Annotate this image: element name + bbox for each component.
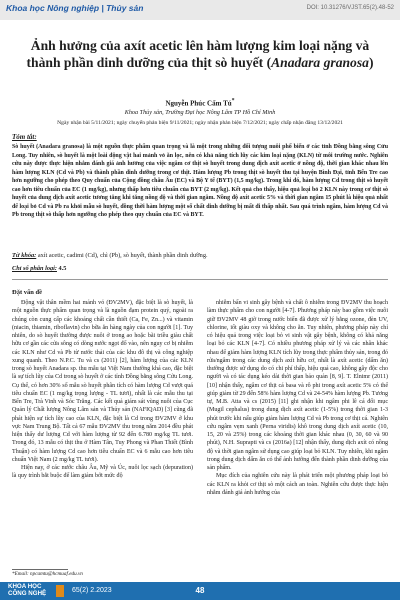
classification-label: Chỉ số phân loại: xyxy=(12,265,57,272)
keywords xyxy=(12,252,388,260)
keywords-label: Từ khóa: xyxy=(12,252,37,259)
issue-label: 65(2) 2.2023 xyxy=(72,587,112,594)
journal-section-name: Khoa học Nông nghiệp | Thủy sản xyxy=(6,3,144,13)
submission-dates: Ngày nhận bài 5/11/2021; ngày chuyển phản biện 9/11/2021; ngày nhận phản biện 7/12/2021; ngày chấp nhận đăng 13/12/2021 xyxy=(57,120,343,126)
paragraph: Mục đích của nghiên cứu này là phát triển một phương pháp loại bỏ các KLN ra khỏi cơ thịt sò một cách an toàn. Nghiên cứu được thực hiện nhằm đánh giá ảnh hưởng của xyxy=(207,473,388,496)
paragraph: Động vật thân mềm hai mảnh vỏ (ĐV2MV), đặc biệt là sò huyết, là một nguồn thực phẩm quan trọng và là nguồn đạm protein quý, ngoài ra chúng còn cung cấp các khoáng chất cần thiết (Ca, Fe, Zn...) và vitamin (niacin, thiamin, riboflavin) cho bữa ăn hàng ngày của con người [1]. Tuy nhiên, do sò huyết thường được nuôi ở trong ao hoặc bãi triều giàu chất hữu cơ gần các cửa sông có dòng nước ngọt đổ vào, nên nguy cơ bị nhiễm các KLN như Cd và Pb từ nước thải của các khu đô thị và công nghiệp xung quanh. Theo N.P.C. Tu và cs (2011) [2], hàm lượng của các KLN trong sò huyết Anadara sp. thu mẫu tại Việt Nam thường khá cao, đặc biệt là sự tích lũy của Cd trong sò huyết ở các tỉnh Đồng bằng sông Cửu Long. Cụ thể, có hơn 30% số mẫu sò huyết phân tích có hàm lượng Cd vượt quá tiêu chuẩn EC (1 mg/kg trọng lượng - TL tươi), nhất là các mẫu thu tại Bến Tre, Trà Vinh và Sóc Trăng. Các kết quả giám sát vùng nuôi của Cục Quản lý Chất lượng Nông Lâm sản và Thủy sản (NAFIQAD) [3] cũng đã phát hiện sự tích lũy cao của KLN, đặc biệt là Cd trong ĐV2MV ở khu vực Nam Trung Bộ. Tất cả 67 mẫu ĐV2MV thu trong năm 2014 đều phát hiện thấy dư lượng Cd với hàm lượng từ 92 đến 6.780 mg/kg TL tươi. Trong đó, 13 mẫu có thịt thu ở Hàm Tân, Tuy Phong và Phan Thiết (Bình Thuận) có hàm lượng Cd cao hơn tiêu chuẩn EC và 6 mẫu cao hơn tiêu chuẩn Việt Nam (2 mg/kg TL tươi). xyxy=(12,300,193,463)
author-name xyxy=(0,98,400,107)
title-text: Ảnh hưởng của axít acetic lên hàm lượng kim loại nặng và thành phần dinh dưỡng của thịt sò huyết ( xyxy=(26,38,370,70)
classification-value: 4.5 xyxy=(58,265,67,272)
author-text: Nguyễn Phúc Cẩm Tú xyxy=(165,99,232,108)
article-title xyxy=(14,38,386,71)
footnote-divider xyxy=(12,569,68,570)
body-column-right xyxy=(207,299,388,575)
body-column-left xyxy=(12,299,193,554)
page-number: 48 xyxy=(195,586,205,595)
section-heading: Đặt vấn đề xyxy=(12,289,42,296)
abstract-text: Sò huyết (Anadara granosa) là một nguồn thực phẩm quan trọng và là một trong những đối tượng nuôi phổ biến ở các tỉnh Đồng bằng sông Cửu Long. Tuy nhiên, sò huyết là một loài động vật hai mảnh vỏ ăn lọc, nên có khả năng tích lũy các kim loại nặng (KLN) từ môi trường nước. Nghiên cứu này được thực hiện nhằm đánh giá ảnh hưởng của việc ngâm cơ thịt sò huyết trong dung dịch axít acetic ở nồng độ, thời gian khác nhau lên hàm lượng KLN (Cd và Pb) và thành phần dinh dưỡng trong cơ thịt. Hàm lượng Pb trong thịt sò huyết thu tại huyện Bình Đại, tỉnh Bến Tre cao hơn ngưỡng cho phép theo Quy chuẩn của Cộng đồng châu Âu (EC) và Bộ Y tế (BYT) (1,5 mg/kg). Trong khi đó, hàm lượng Cd trong thịt sò huyết cao hơn tiêu chuẩn của EC (1 mg/kg), nhưng thấp hơn tiêu chuẩn của BYT (2 mg/kg). Kết quả cho thấy, hiệu quả loại bỏ 2 KLN này trong cơ thịt sò huyết của dung dịch axít acetic tương tăng khi tăng nồng độ và thời gian ngâm. Nồng độ axít acetic 5% và thời gian ngâm 15 phút là hiệu quả nhất để loại bỏ Cd và Pb ra khỏi mẫu sò huyết, đồng thời hàm lượng một số chất dinh dưỡng bị mất đi thấp nhất. Sau quá trình ngâm, hàm lượng Cd và Pb trong thịt sò thấp hơn ngưỡng cho phép theo quy chuẩn của EC và BYT. xyxy=(12,144,388,218)
affiliation: Khoa Thủy sản, Trường Đại học Nông Lâm TP Hồ Chí Minh xyxy=(124,109,276,116)
paragraph: Hiện nay, ở các nước châu Âu, Mỹ và Úc, nuôi lọc sạch (depuration) là quy trình bắt buộc để làm giảm bớt mức độ xyxy=(12,465,193,480)
doi-label: DOI: 10.31276/VJST.65(2).48-52 xyxy=(306,5,394,11)
title-close: ) xyxy=(368,54,374,70)
divider xyxy=(12,279,388,280)
author-mark: * xyxy=(231,98,235,104)
logo-line: CÔNG NGHỆ xyxy=(8,590,47,597)
corresponding-email: *Email: npcamtu@hcmuaf.edu.vn xyxy=(12,571,83,577)
journal-header-bar xyxy=(0,0,400,20)
classification xyxy=(12,265,66,272)
logo-line: KHOA HỌC xyxy=(8,583,42,590)
title-species: Anadara granosa xyxy=(271,54,369,70)
abstract-heading: Tóm tắt: xyxy=(12,133,37,141)
paragraph: nhiễm bẩn vi sinh gây bệnh và chất ô nhiễm trong ĐV2MV thu hoạch làm thực phẩm cho con người [4-7]. Phương pháp này bao gồm việc nuôi giữ ĐV2MV 48 giờ trong nước biển đã được xử lý bằng ozone, đèn UV, chlorine, iốt giàu oxy và không cho ăn. Tuy nhiên, phương pháp này chỉ có hiệu quả trong việc loại bỏ vi sinh vật gây bệnh, không có khả năng loại bỏ các KLN [4-7]. Có nhiều phương pháp xử lý và các nhân khác nhau để giảm hàm lượng KLN tích lũy trong thực phẩm thủy sản, trong đó rửa/ngâm trong các dung dịch axít hữu cơ, nhất là axít acetic (dấm ăn) thường được sử dụng do có chi phí thấp, hiệu quả cao, không gây độc cho người và có tác dụng kéo dài thời gian bảo quản [8, 9]. T. Elnimr (2011) [10] nhận thấy, ngâm cơ thịt cá basa và rô phi trong axít acetic 5% có thể giúp giảm từ 29 đến 58% hàm lượng Cd và 24-54% hàm lượng Pb. Tương tự, M.B. Atta và cs (2015) [11] ghi nhận khi ngâm phi lê cá đối mục (Mugil cephalus) trong dung dịch axít acetic (1-5%) trong thời gian 1-3 phút trước khi nấu giúp giảm hàm lượng Cd và Pb trong cơ thịt cá. Nghiên cứu ngâm vẹm xanh (Perna viridis) khô trong dung dịch axít acetic (10, 15, 20 và 25%) trong các khoảng thời gian khác nhau (0, 30, 60 và 90 phút), N.H. Suprapti và cs (2016a) [12] nhận thấy, dung dịch axít có nồng độ và thời gian ngâm sử dụng cao giúp loại bỏ KLN. Tuy nhiên, khi ngâm trong dung dịch dấm ăn có thể ảnh hưởng đến thành phần dinh dưỡng của sản phẩm. xyxy=(207,300,388,471)
keywords-text: axít acetic, cadimi (Cd), chì (Pb), sò huyết, thành phần dinh dưỡng. xyxy=(37,252,208,259)
